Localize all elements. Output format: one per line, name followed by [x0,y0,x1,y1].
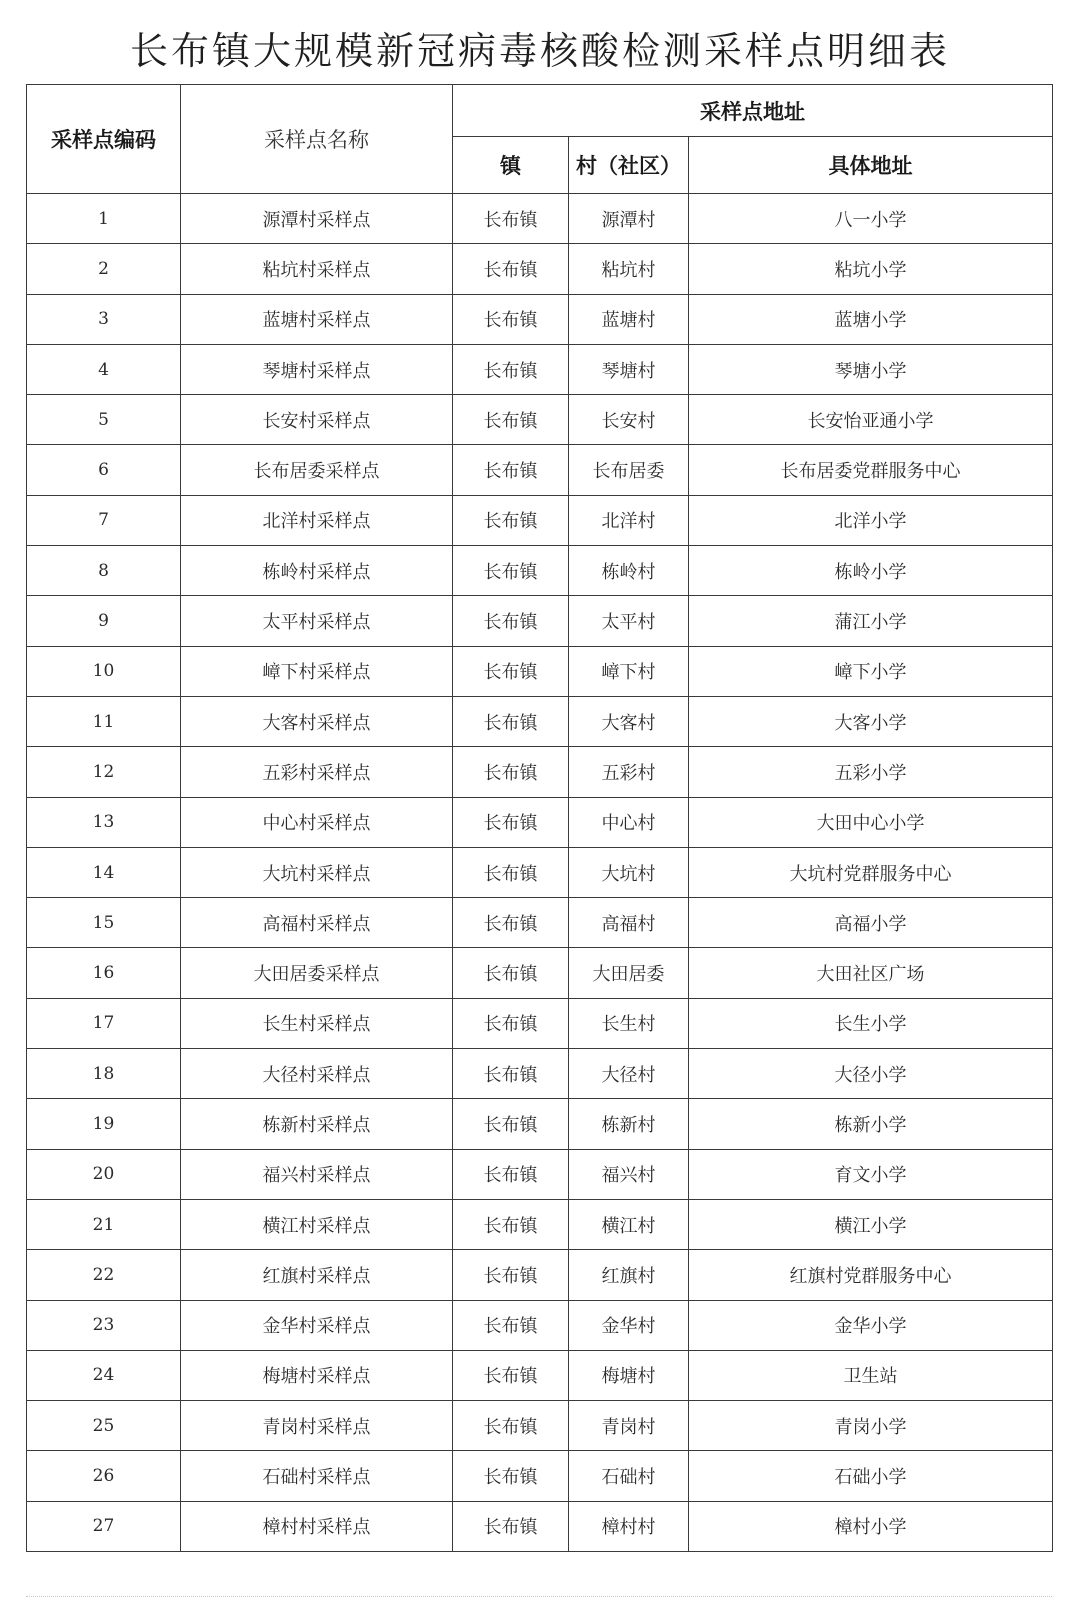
cell-name: 大客村采样点 [181,696,453,746]
cell-name: 源潭村采样点 [181,194,453,244]
cell-detail: 长布居委党群服务中心 [689,445,1053,495]
cell-name: 琴塘村采样点 [181,344,453,394]
table-row [27,696,1053,746]
cell-village: 红旗村 [569,1250,689,1300]
cell-village: 金华村 [569,1300,689,1350]
cell-town: 长布镇 [453,395,569,445]
cell-town: 长布镇 [453,244,569,294]
cell-town: 长布镇 [453,1099,569,1149]
cell-code: 20 [27,1149,181,1199]
cell-detail: 横江小学 [689,1199,1053,1249]
cell-village: 五彩村 [569,747,689,797]
table-row [27,898,1053,948]
cell-name: 大田居委采样点 [181,948,453,998]
cell-code: 9 [27,596,181,646]
table-row [27,596,1053,646]
cell-detail: 蓝塘小学 [689,294,1053,344]
cell-code: 21 [27,1199,181,1249]
cell-code: 10 [27,646,181,696]
cell-town: 长布镇 [453,1451,569,1501]
cell-name: 大坑村采样点 [181,847,453,897]
header-code: 采样点编码 [27,85,181,194]
cell-code: 7 [27,495,181,545]
table-row [27,546,1053,596]
cell-detail: 八一小学 [689,194,1053,244]
cell-village: 栋岭村 [569,546,689,596]
cell-town: 长布镇 [453,898,569,948]
cell-village: 长布居委 [569,445,689,495]
cell-town: 长布镇 [453,847,569,897]
table-header [27,85,1053,194]
cell-detail: 大坑村党群服务中心 [689,847,1053,897]
cell-village: 高福村 [569,898,689,948]
page-title: 长布镇大规模新冠病毒核酸检测采样点明细表 [129,29,950,73]
cell-detail: 大田社区广场 [689,948,1053,998]
cell-code: 25 [27,1401,181,1451]
table-row [27,445,1053,495]
cell-town: 长布镇 [453,1501,569,1551]
table-row [27,244,1053,294]
cell-detail: 卫生站 [689,1350,1053,1400]
cell-village: 琴塘村 [569,344,689,394]
cell-detail: 樟村小学 [689,1501,1053,1551]
cell-village: 梅塘村 [569,1350,689,1400]
cell-code: 27 [27,1501,181,1551]
cell-village: 青岗村 [569,1401,689,1451]
header-address-group: 采样点地址 [453,85,1053,137]
table-row [27,998,1053,1048]
cell-code: 14 [27,847,181,897]
cell-village: 长生村 [569,998,689,1048]
cell-detail: 大客小学 [689,696,1053,746]
table-row [27,847,1053,897]
table-row [27,294,1053,344]
cell-village: 樟村村 [569,1501,689,1551]
cell-detail: 大径小学 [689,1049,1053,1099]
cell-town: 长布镇 [453,646,569,696]
cell-detail: 青岗小学 [689,1401,1053,1451]
table-row [27,495,1053,545]
cell-detail: 高福小学 [689,898,1053,948]
cell-town: 长布镇 [453,1300,569,1350]
header-detail: 具体地址 [689,137,1053,194]
cell-town: 长布镇 [453,1149,569,1199]
cell-code: 16 [27,948,181,998]
cell-name: 金华村采样点 [181,1300,453,1350]
cell-code: 15 [27,898,181,948]
cell-village: 栋新村 [569,1099,689,1149]
cell-village: 横江村 [569,1199,689,1249]
header-town: 镇 [453,137,569,194]
cell-detail: 育文小学 [689,1149,1053,1199]
cell-name: 高福村采样点 [181,898,453,948]
cell-detail: 长安怡亚通小学 [689,395,1053,445]
cell-detail: 栋新小学 [689,1099,1053,1149]
cell-town: 长布镇 [453,797,569,847]
table-row [27,1199,1053,1249]
cell-village: 长安村 [569,395,689,445]
cell-name: 五彩村采样点 [181,747,453,797]
cell-code: 11 [27,696,181,746]
cell-town: 长布镇 [453,194,569,244]
table-row [27,194,1053,244]
cell-name: 长生村采样点 [181,998,453,1048]
cell-code: 6 [27,445,181,495]
cell-village: 大径村 [569,1049,689,1099]
cell-name: 嶂下村采样点 [181,646,453,696]
cell-town: 长布镇 [453,294,569,344]
cell-name: 梅塘村采样点 [181,1350,453,1400]
cell-detail: 长生小学 [689,998,1053,1048]
cell-village: 嶂下村 [569,646,689,696]
cell-town: 长布镇 [453,546,569,596]
cell-code: 24 [27,1350,181,1400]
table-row [27,1149,1053,1199]
cell-name: 樟村村采样点 [181,1501,453,1551]
cell-town: 长布镇 [453,1049,569,1099]
cell-name: 太平村采样点 [181,596,453,646]
cell-name: 长布居委采样点 [181,445,453,495]
cell-name: 大径村采样点 [181,1049,453,1099]
cell-town: 长布镇 [453,344,569,394]
cell-code: 22 [27,1250,181,1300]
cell-code: 13 [27,797,181,847]
cell-detail: 琴塘小学 [689,344,1053,394]
cell-village: 中心村 [569,797,689,847]
cell-code: 26 [27,1451,181,1501]
cell-name: 青岗村采样点 [181,1401,453,1451]
table-row [27,1049,1053,1099]
cell-code: 23 [27,1300,181,1350]
cell-village: 福兴村 [569,1149,689,1199]
cell-town: 长布镇 [453,495,569,545]
table-row [27,344,1053,394]
cell-town: 长布镇 [453,998,569,1048]
cell-code: 4 [27,344,181,394]
cell-detail: 北洋小学 [689,495,1053,545]
cell-town: 长布镇 [453,1401,569,1451]
cell-code: 2 [27,244,181,294]
cell-village: 蓝塘村 [569,294,689,344]
cell-town: 长布镇 [453,1350,569,1400]
cell-town: 长布镇 [453,1199,569,1249]
table-row [27,1501,1053,1551]
cell-name: 中心村采样点 [181,797,453,847]
header-row-top [27,85,1053,137]
cell-code: 19 [27,1099,181,1149]
cell-village: 太平村 [569,596,689,646]
cell-detail: 金华小学 [689,1300,1053,1350]
cell-village: 大田居委 [569,948,689,998]
cell-village: 粘坑村 [569,244,689,294]
cell-code: 17 [27,998,181,1048]
cell-name: 粘坑村采样点 [181,244,453,294]
cell-town: 长布镇 [453,1250,569,1300]
table-row [27,646,1053,696]
cell-village: 大客村 [569,696,689,746]
table-row [27,948,1053,998]
cell-name: 横江村采样点 [181,1199,453,1249]
table-row [27,1350,1053,1400]
table-row [27,1451,1053,1501]
table-row [27,395,1053,445]
table-row [27,1401,1053,1451]
cell-detail: 粘坑小学 [689,244,1053,294]
cell-detail: 嶂下小学 [689,646,1053,696]
sampling-sites-table [26,84,1053,1552]
cell-detail: 红旗村党群服务中心 [689,1250,1053,1300]
cell-town: 长布镇 [453,747,569,797]
cell-detail: 蒲江小学 [689,596,1053,646]
cell-code: 3 [27,294,181,344]
cell-name: 红旗村采样点 [181,1250,453,1300]
cell-detail: 石础小学 [689,1451,1053,1501]
header-name: 采样点名称 [181,85,453,194]
cell-town: 长布镇 [453,445,569,495]
table-body [27,194,1053,1552]
cell-name: 长安村采样点 [181,395,453,445]
cell-name: 蓝塘村采样点 [181,294,453,344]
table-row [27,1300,1053,1350]
bottom-divider [26,1596,1052,1597]
table-row [27,1250,1053,1300]
cell-village: 北洋村 [569,495,689,545]
cell-code: 1 [27,194,181,244]
cell-name: 北洋村采样点 [181,495,453,545]
cell-detail: 五彩小学 [689,747,1053,797]
cell-village: 大坑村 [569,847,689,897]
cell-town: 长布镇 [453,696,569,746]
cell-detail: 栋岭小学 [689,546,1053,596]
cell-code: 5 [27,395,181,445]
table-row [27,1099,1053,1149]
header-village: 村（社区） [569,137,689,194]
cell-village: 石础村 [569,1451,689,1501]
cell-code: 12 [27,747,181,797]
cell-village: 源潭村 [569,194,689,244]
table-row [27,797,1053,847]
cell-name: 栋新村采样点 [181,1099,453,1149]
cell-name: 石础村采样点 [181,1451,453,1501]
cell-town: 长布镇 [453,948,569,998]
table-row [27,747,1053,797]
cell-code: 18 [27,1049,181,1099]
cell-name: 栋岭村采样点 [181,546,453,596]
cell-detail: 大田中心小学 [689,797,1053,847]
cell-name: 福兴村采样点 [181,1149,453,1199]
cell-code: 8 [27,546,181,596]
cell-town: 长布镇 [453,596,569,646]
